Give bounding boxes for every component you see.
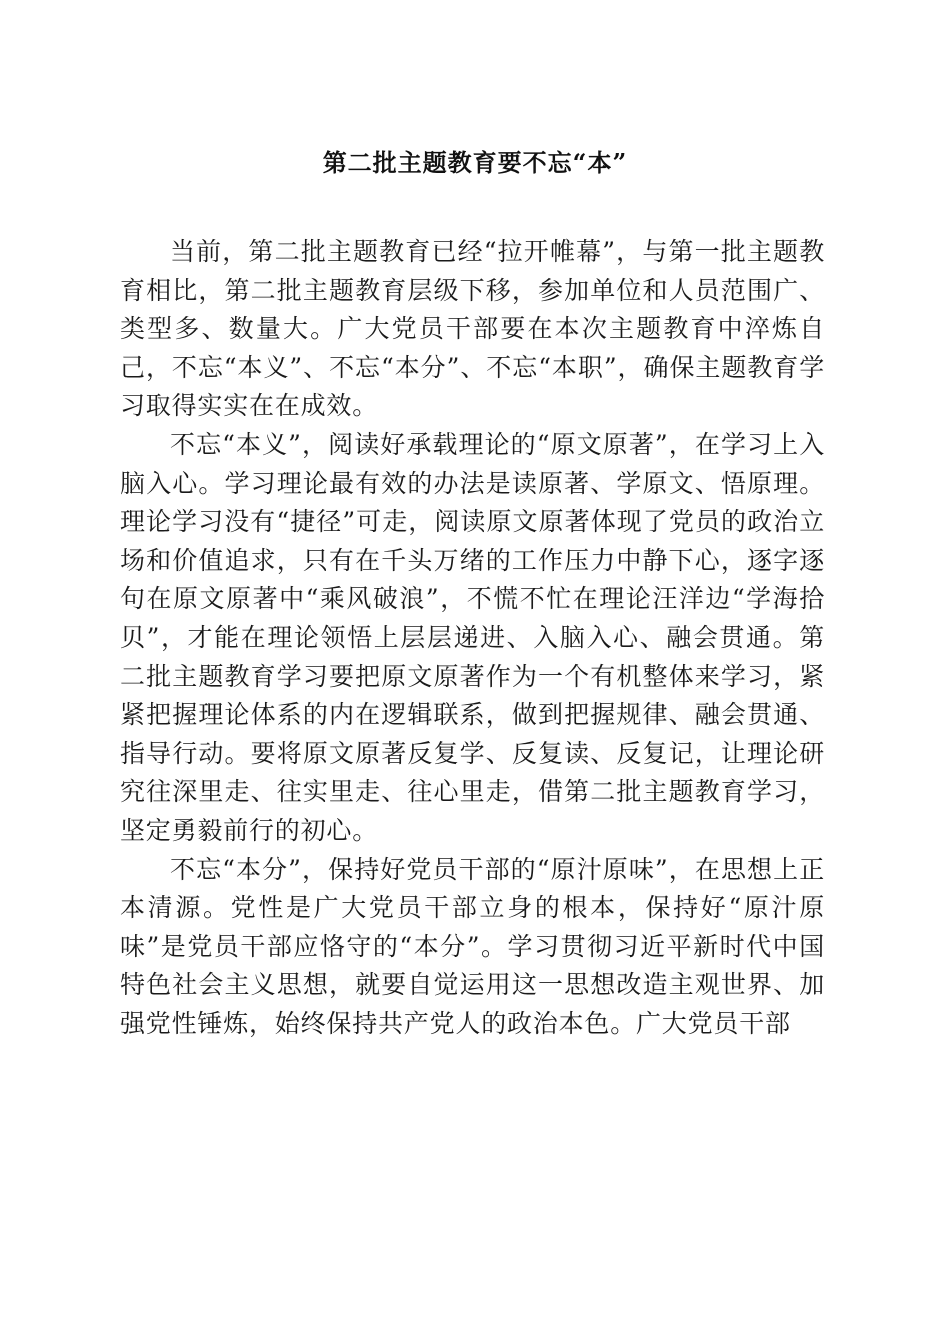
paragraph-benyi: 不忘“本义”，阅读好承载理论的“原文原著”，在学习上入脑入心。学习理论最有效的办法是读原著、学原文、悟原理。理论学习没有“捷径”可走，阅读原文原著体现了党员的政治立场和价值追求，只有在千头万绪的工作压力中静下心，逐字逐句在原文原著中“乘风破浪”，不慌不忙在理论汪洋边“学海拾贝”，才能在理论领悟上层层递进、入脑入心、融会贯通。第二批主题教育学习要把原文原著作为一个有机整体来学习，紧紧把握理论体系的内在逻辑联系，做到把握规律、融会贯通、指导行动。要将原文原著反复学、反复读、反复记，让理论研究往深里走、往实里走、往心里走，借第二批主题教育学习，坚定勇毅前行的初心。 (120, 429, 825, 845)
paragraph-benfen: 不忘“本分”，保持好党员干部的“原汁原味”，在思想上正本清源。党性是广大党员干部立身的根本，保持好“原汁原味”是党员干部应恪守的“本分”。学习贯彻习近平新时代中国特色社会主义思想，就要自觉运用这一思想改造主观世界、加强党性锤炼，始终保持共产党人的政治本色。广大党员干部 (120, 854, 825, 1038)
document-title: 第二批主题教育要不忘“本” (322, 148, 628, 177)
document-body (120, 233, 825, 1043)
paragraph-intro: 当前，第二批主题教育已经“拉开帷幕”，与第一批主题教育相比，第二批主题教育层级下移，参加单位和人员范围广、类型多、数量大。广大党员干部要在本次主题教育中淬炼自己，不忘“本义”、不忘“本分”、不忘“本职”，确保主题教育学习取得实实在在成效。 (120, 237, 825, 421)
